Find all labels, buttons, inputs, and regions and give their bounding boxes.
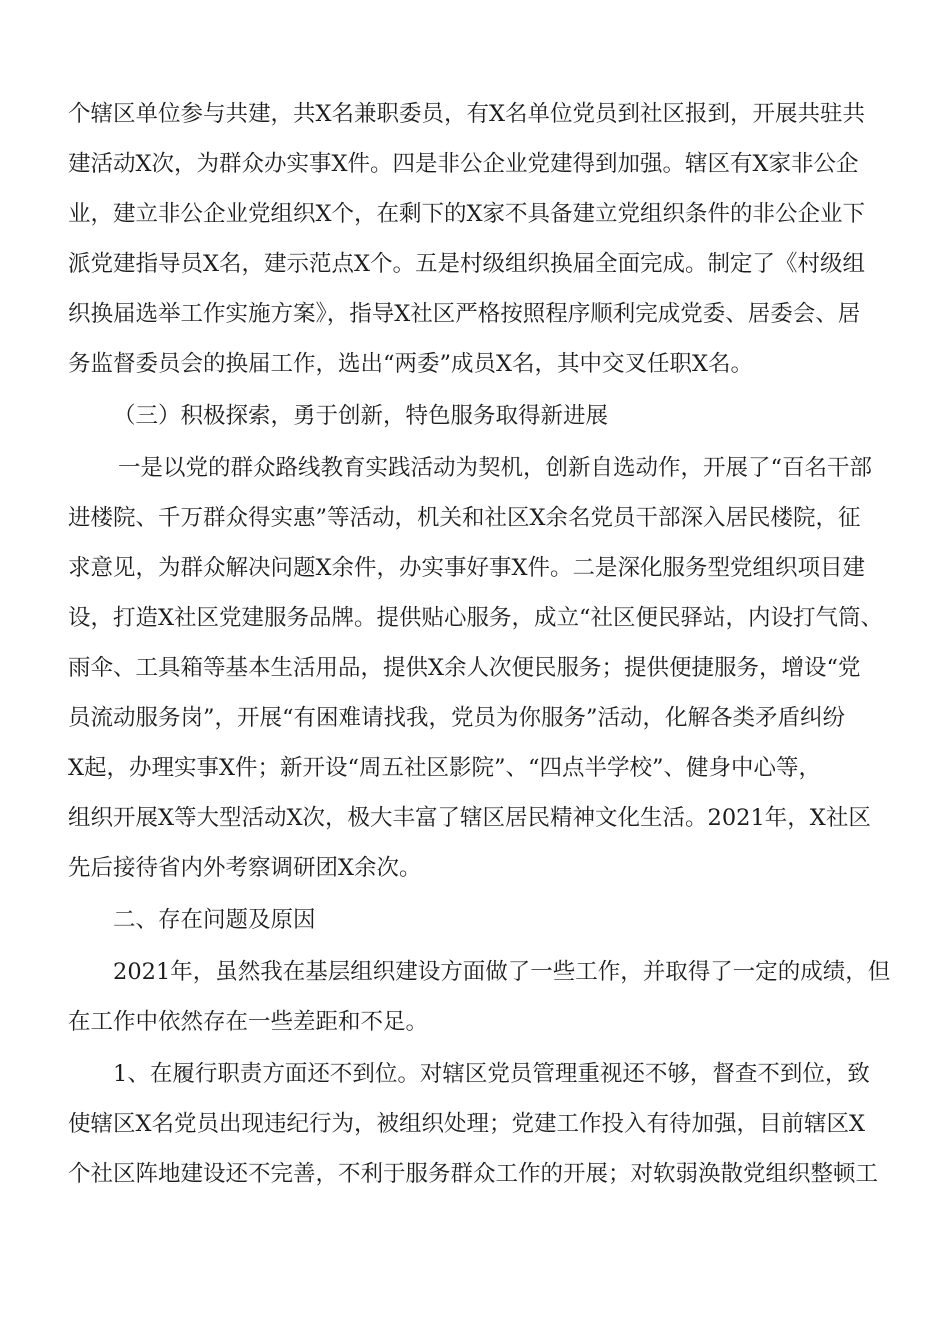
line-text: 先后接待省内外考察调研团X余次。 [68, 855, 422, 881]
text-line [0, 500, 950, 536]
text-line [0, 1106, 950, 1142]
text-line [0, 1004, 950, 1040]
text-line [0, 750, 950, 786]
text-line [0, 600, 950, 636]
line-text: X起，办理实事X件；新开设“周五社区影院”、“四点半学校”、健身中心等， [68, 755, 822, 781]
line-text: 业，建立非公企业党组织X个，在剩下的X家不具备建立党组织条件的非公企业下 [68, 201, 866, 227]
line-text: 组织开展X等大型活动X次，极大丰富了辖区居民精神文化生活。2021年，X社区 [68, 805, 871, 831]
line-text: 个辖区单位参与共建，共X名兼职委员，有X名单位党员到社区报到，开展共驻共 [68, 101, 866, 127]
line-text: 求意见，为群众解决问题X余件，办实事好事X件。二是深化服务型党组织项目建 [68, 555, 866, 581]
text-line [0, 850, 950, 886]
text-line [0, 96, 950, 132]
section-heading [0, 902, 950, 938]
line-text: 员流动服务岗”，开展“有困难请找我，党员为你服务”活动，化解各类矛盾纠纷 [68, 705, 846, 731]
line-text: 2021年，虽然我在基层组织建设方面做了一些工作，并取得了一定的成绩，但 [113, 959, 891, 985]
text-line [0, 650, 950, 686]
section-heading-text: （三）积极探索，勇于创新，特色服务取得新进展 [113, 403, 609, 429]
text-line [0, 1156, 950, 1192]
text-line [0, 296, 950, 332]
line-text: 派党建指导员X名，建示范点X个。五是村级组织换届全面完成。制定了《村级组 [68, 251, 866, 277]
text-line [0, 146, 950, 182]
text-line [0, 1056, 950, 1092]
line-text: 一是以党的群众路线教育实践活动为契机，创新自选动作，开展了“百名干部 [118, 455, 873, 481]
line-text: 织换届选举工作实施方案》，指导X社区严格按照程序顺利完成党委、居委会、居 [68, 301, 861, 327]
text-line [0, 196, 950, 232]
line-text: 在工作中依然存在一些差距和不足。 [68, 1009, 429, 1035]
line-text: 使辖区X名党员出现违纪行为，被组织处理；党建工作投入有待加强，目前辖区X [68, 1111, 866, 1137]
line-text: 雨伞、工具箱等基本生活用品，提供X余人次便民服务；提供便捷服务，增设“党 [68, 655, 861, 681]
section-heading [0, 398, 950, 434]
text-line [0, 550, 950, 586]
text-line [0, 246, 950, 282]
text-line [0, 700, 950, 736]
line-text: 个社区阵地建设还不完善，不利于服务群众工作的开展；对软弱涣散党组织整顿工 [68, 1161, 879, 1187]
text-line [0, 450, 950, 486]
text-line [0, 954, 950, 990]
text-line [0, 800, 950, 836]
text-line [0, 346, 950, 382]
line-text: 建活动X次，为群众办实事X件。四是非公企业党建得到加强。辖区有X家非公企 [68, 151, 859, 177]
line-text: 务监督委员会的换届工作，选出“两委”成员X名，其中交叉任职X名。 [68, 351, 754, 377]
line-text: 1、在履行职责方面还不到位。对辖区党员管理重视还不够，督查不到位，致 [113, 1061, 870, 1087]
section-heading-text: 二、存在问题及原因 [113, 907, 316, 933]
line-text: 进楼院、千万群众得实惠”等活动，机关和社区X余名党员干部深入居民楼院，征 [68, 505, 861, 531]
line-text: 设，打造X社区党建服务品牌。提供贴心服务，成立“社区便民驿站，内设打气筒、 [68, 605, 884, 631]
